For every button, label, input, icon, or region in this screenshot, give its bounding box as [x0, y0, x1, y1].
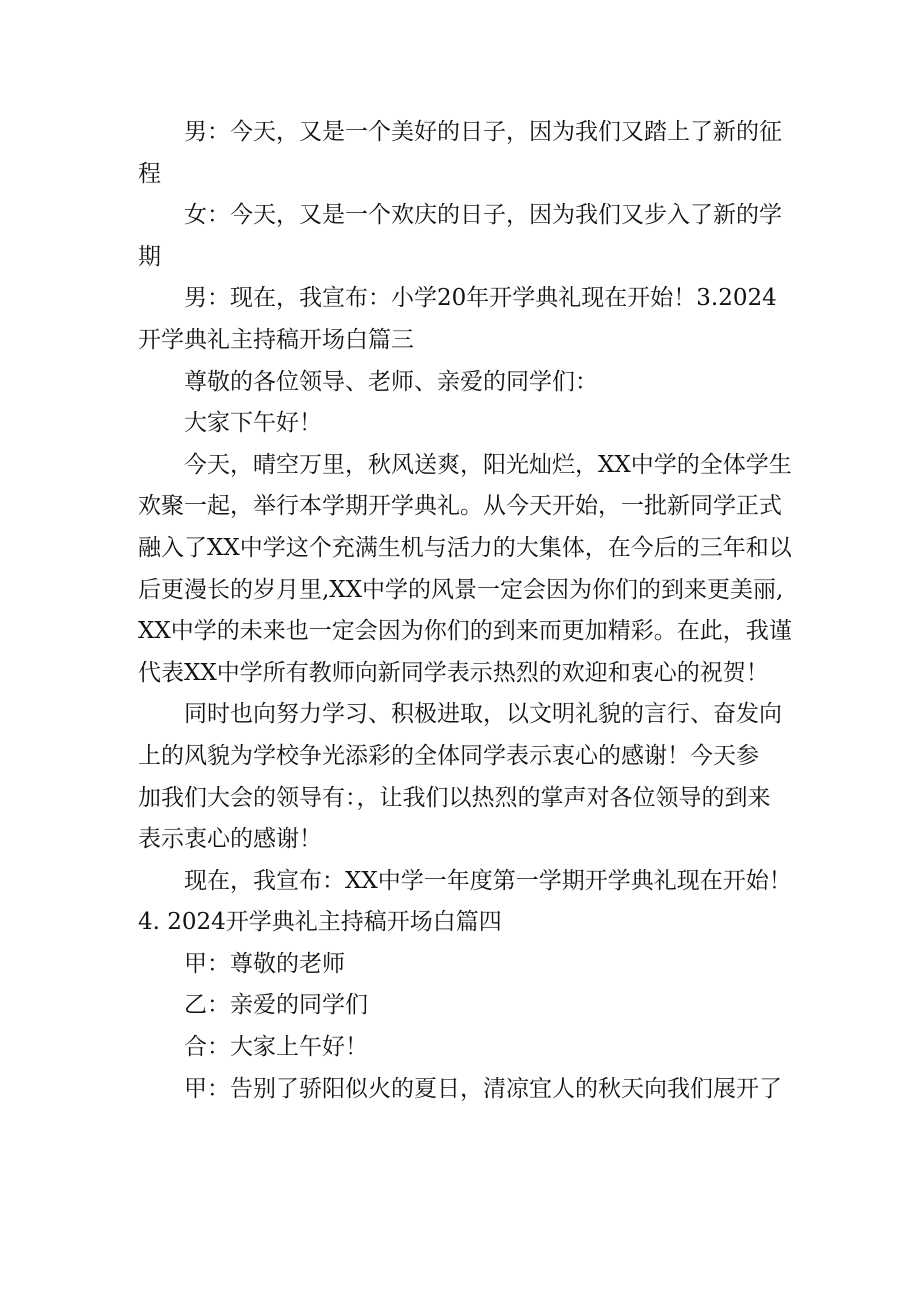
paragraph-line: 欢聚一起，举行本学期开学典礼。从今天开始，一批新同学正式: [138, 493, 782, 520]
paragraph-line: 后更漫长的岁月里,XX中学的风景一定会因为你们的到来更美丽,: [138, 576, 784, 603]
paragraph-line: 表示衷心的感谢！: [138, 826, 322, 853]
dialogue-line: 男：今天，又是一个美好的日子，因为我们又踏上了新的征: [184, 119, 782, 145]
paragraph-line: 今天，晴空万里，秋风送爽，阳光灿烂，XX中学的全体学生: [184, 451, 792, 478]
section-heading: 4. 2024开学典礼主持稿开场白篇四: [138, 909, 502, 936]
section-heading: 开学典礼主持稿开场白篇三: [138, 326, 414, 353]
paragraph-line: XX中学的未来也一定会因为你们的到来而更加精彩。在此，我谨: [138, 618, 792, 645]
paragraph-line: 加我们大会的领导有：，让我们以热烈的掌声对各位领导的到来: [138, 784, 771, 811]
greeting-line: 大家下午好！: [184, 410, 322, 437]
dialogue-line: 女：今天，又是一个欢庆的日子，因为我们又步入了新的学: [184, 202, 782, 229]
paragraph-line: 现在，我宣布：XX中学一年度第一学期开学典礼现在开始！: [184, 867, 792, 894]
dialogue-line: 甲：告别了骄阳似火的夏日，清凉宜人的秋天向我们展开了: [184, 1075, 782, 1102]
dialogue-line: 乙：亲爱的同学们: [184, 992, 368, 1019]
dialogue-line-continued: 期: [138, 243, 161, 270]
greeting-line: 尊敬的各位领导、老师、亲爱的同学们：: [184, 368, 598, 395]
paragraph-line: 同时也向努力学习、积极进取，以文明礼貌的言行、奋发向: [184, 701, 782, 728]
dialogue-line: 合：大家上午好！: [184, 1034, 368, 1061]
paragraph-line: 代表XX中学所有教师向新同学表示热烈的欢迎和衷心的祝贺！: [138, 659, 769, 686]
dialogue-line: 甲：尊敬的老师: [184, 950, 345, 977]
paragraph-line: 上的风貌为学校争光添彩的全体同学表示衷心的感谢！今天参: [138, 742, 759, 769]
paragraph-line: 融入了XX中学这个充满生机与活力的大集体，在今后的三年和以: [138, 534, 792, 561]
dialogue-line: 男：现在，我宣布：小学20年开学典礼现在开始！3.2024: [184, 285, 777, 312]
dialogue-line-continued: 程: [138, 160, 161, 187]
document-body: [138, 112, 790, 1110]
